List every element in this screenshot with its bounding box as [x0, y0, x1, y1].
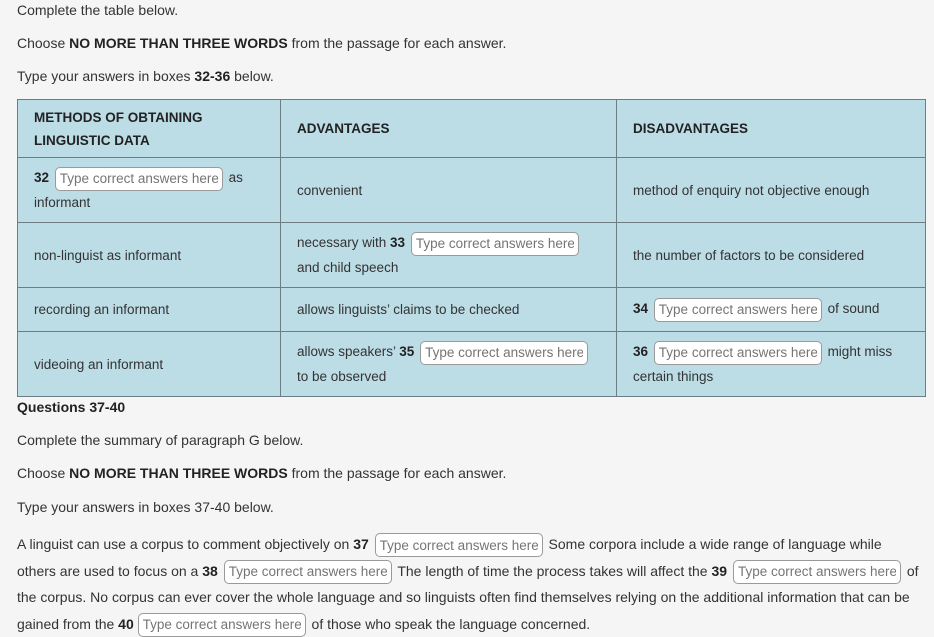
advantage-cell: allows linguists’ claims to be checked	[281, 288, 617, 332]
section-heading: Questions 37-40	[17, 399, 126, 415]
summary-paragraph: A linguist can use a corpus to comment objectively on 37 Type correct answers here. Some corpora include a wide range of language while others are used to focus on a 38 Type correct answers here. The length of time the process takes will affect the 39 Type correct answers here. of the corpus. No corpus can ever cover the whole language and so linguists often find themselves relying on the additional information that can be gained from the 40 Type correct answers here. of those who speak the language concerned.	[17, 531, 919, 637]
advantage-cell: necessary with 33 Type correct answers here. and child speech	[281, 223, 617, 288]
table-header-row	[18, 100, 926, 158]
word-limit-instruction: Choose NO MORE THAN THREE WORDS from the passage for each answer.	[17, 35, 507, 51]
answer-input-36[interactable]	[654, 341, 822, 365]
advantage-cell: convenient	[281, 158, 617, 223]
method-cell: videoing an informant	[18, 332, 281, 397]
answer-input-33[interactable]	[411, 232, 579, 256]
answer-box-instruction: Type your answers in boxes 32-36 below.	[17, 68, 274, 84]
method-cell: non-linguist as informant	[18, 223, 281, 288]
intro-text: Complete the table below.	[17, 2, 179, 18]
header-disadvantages: DISADVANTAGES	[617, 100, 926, 158]
answer-input-39[interactable]	[733, 560, 901, 584]
answer-input-40[interactable]	[138, 613, 306, 637]
answer-box-instruction-2: Type your answers in boxes 37-40 below.	[17, 499, 274, 515]
disadvantage-cell: method of enquiry not objective enough	[617, 158, 926, 223]
disadvantage-cell: 36 Type correct answers here. might miss certain things	[617, 332, 926, 397]
disadvantage-cell: the number of factors to be considered	[617, 223, 926, 288]
table-row	[18, 223, 926, 288]
linguistic-data-table	[17, 99, 926, 397]
answer-input-37[interactable]	[375, 533, 543, 557]
header-methods: METHODS OF OBTAINING LINGUISTIC DATA	[18, 100, 281, 158]
summary-intro-text: Complete the summary of paragraph G below.	[17, 432, 304, 448]
table-row	[18, 158, 926, 223]
disadvantage-cell: 34 Type correct answers here. of sound	[617, 288, 926, 332]
answer-input-38[interactable]	[224, 560, 392, 584]
word-limit-instruction-2: Choose NO MORE THAN THREE WORDS from the passage for each answer.	[17, 465, 507, 481]
answer-input-32[interactable]	[55, 167, 223, 191]
table-row	[18, 288, 926, 332]
table-row	[18, 332, 926, 397]
advantage-cell: allows speakers’ 35 Type correct answers here. to be observed	[281, 332, 617, 397]
method-cell: recording an informant	[18, 288, 281, 332]
method-cell: 32 Type correct answers here. as informant	[18, 158, 281, 223]
answer-input-34[interactable]	[654, 298, 822, 322]
answer-input-35[interactable]	[420, 341, 588, 365]
header-advantages: ADVANTAGES	[281, 100, 617, 158]
